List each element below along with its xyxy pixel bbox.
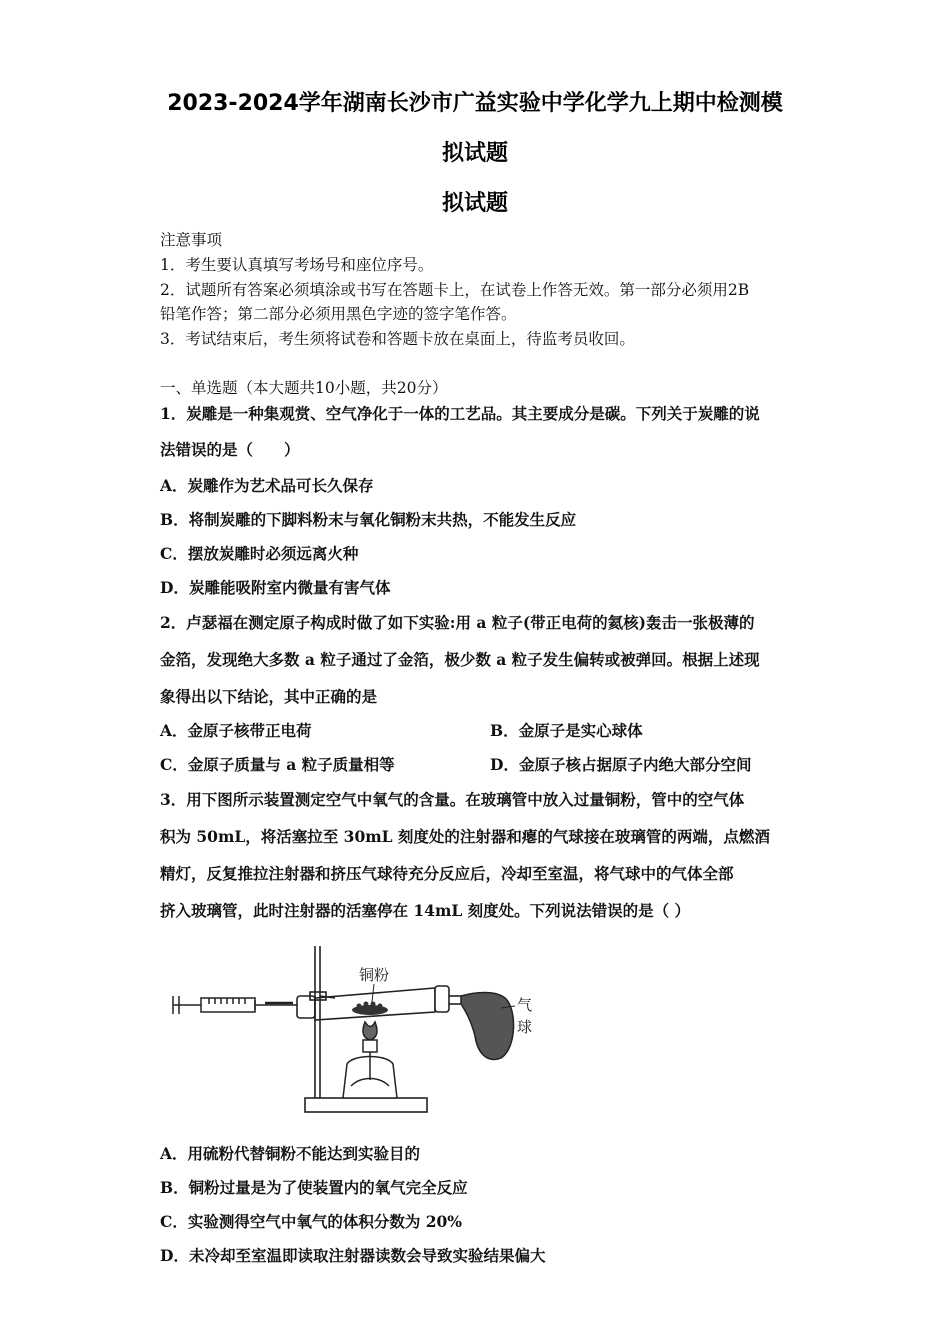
q3-stem: 精灯，反复推拉注射器和挤压气球待充分反应后，冷却至室温，将气球中的气体全部 xyxy=(160,864,734,883)
q2-option-c: C．金原子质量与 a 粒子质量相等 xyxy=(160,755,395,774)
balloon-label-2: 球 xyxy=(517,1018,533,1036)
q1-stem: 法错误的是（ ） xyxy=(160,440,300,459)
q1-stem: 1．炭雕是一种集观赏、空气净化于一体的工艺品。其主要成分是碳。下列关于炭雕的说 xyxy=(160,404,760,423)
q1-option-a: A．炭雕作为艺术品可长久保存 xyxy=(160,476,374,495)
page-title-line-1: 2023-2024学年湖南长沙市广益实验中学化学九上期中检测模 xyxy=(167,91,783,116)
notice-item: 1．考生要认真填写考场号和座位序号。 xyxy=(160,256,434,274)
notice-item: 铅笔作答；第二部分必须用黑色字迹的签字笔作答。 xyxy=(160,305,517,323)
alcohol-lamp xyxy=(343,1022,397,1098)
notice-item: 3．考试结束后，考生须将试卷和答题卡放在桌面上，待监考员收回。 xyxy=(160,330,635,348)
q1-option-c: C．摆放炭雕时必须远离火种 xyxy=(160,544,359,563)
glass-tube xyxy=(297,986,461,1020)
q3-stem: 挤入玻璃管，此时注射器的活塞停在 14mL 刻度处。下列说法错误的是（ ） xyxy=(160,901,691,920)
apparatus-figure xyxy=(165,940,565,1120)
q2-option-a: A．金原子核带正电荷 xyxy=(160,721,312,740)
q3-option-b: B．铜粉过量是为了使装置内的氧气完全反应 xyxy=(160,1178,468,1197)
page-title-line-3: 拟试题 xyxy=(441,191,508,216)
section-heading: 一、单选题（本大题共10小题，共20分） xyxy=(160,379,448,397)
q3-option-a: A．用硫粉代替铜粉不能达到实验目的 xyxy=(160,1144,421,1163)
q1-option-d: D．炭雕能吸附室内微量有害气体 xyxy=(160,578,391,597)
q2-option-d: D．金原子核占据原子内绝大部分空间 xyxy=(490,755,752,774)
q3-option-c: C．实验测得空气中氧气的体积分数为 20% xyxy=(160,1212,463,1231)
balloon xyxy=(461,993,514,1060)
q3-stem: 积为 50mL，将活塞拉至 30mL 刻度处的注射器和瘪的气球接在玻璃管的两端，点燃酒 xyxy=(160,827,770,846)
syringe xyxy=(173,996,297,1014)
page-title-line-2: 拟试题 xyxy=(441,141,508,166)
notice-item: 2．试题所有答案必须填涂或书写在答题卡上，在试卷上作答无效。第一部分必须用2B xyxy=(160,281,750,299)
q2-stem: 金箔，发现绝大多数 a 粒子通过了金箔，极少数 a 粒子发生偏转或被弹回。根据上述现 xyxy=(160,650,760,669)
notice-heading: 注意事项 xyxy=(160,231,223,249)
q3-stem: 3．用下图所示装置测定空气中氧气的含量。在玻璃管中放入过量铜粉，管中的空气体 xyxy=(160,790,745,809)
balloon-label-1: 气 xyxy=(517,996,533,1014)
q2-stem: 2．卢瑟福在测定原子构成时做了如下实验:用 a 粒子(带正电荷的氦核)轰击一张极薄的 xyxy=(160,613,755,632)
copper-label: 铜粉 xyxy=(359,966,390,984)
q3-option-d: D．未冷却至室温即读取注射器读数会导致实验结果偏大 xyxy=(160,1246,546,1265)
q2-stem: 象得出以下结论，其中正确的是 xyxy=(160,687,378,706)
q1-option-b: B．将制炭雕的下脚料粉末与氧化铜粉末共热，不能发生反应 xyxy=(160,510,577,529)
q2-option-b: B．金原子是实心球体 xyxy=(490,721,643,740)
